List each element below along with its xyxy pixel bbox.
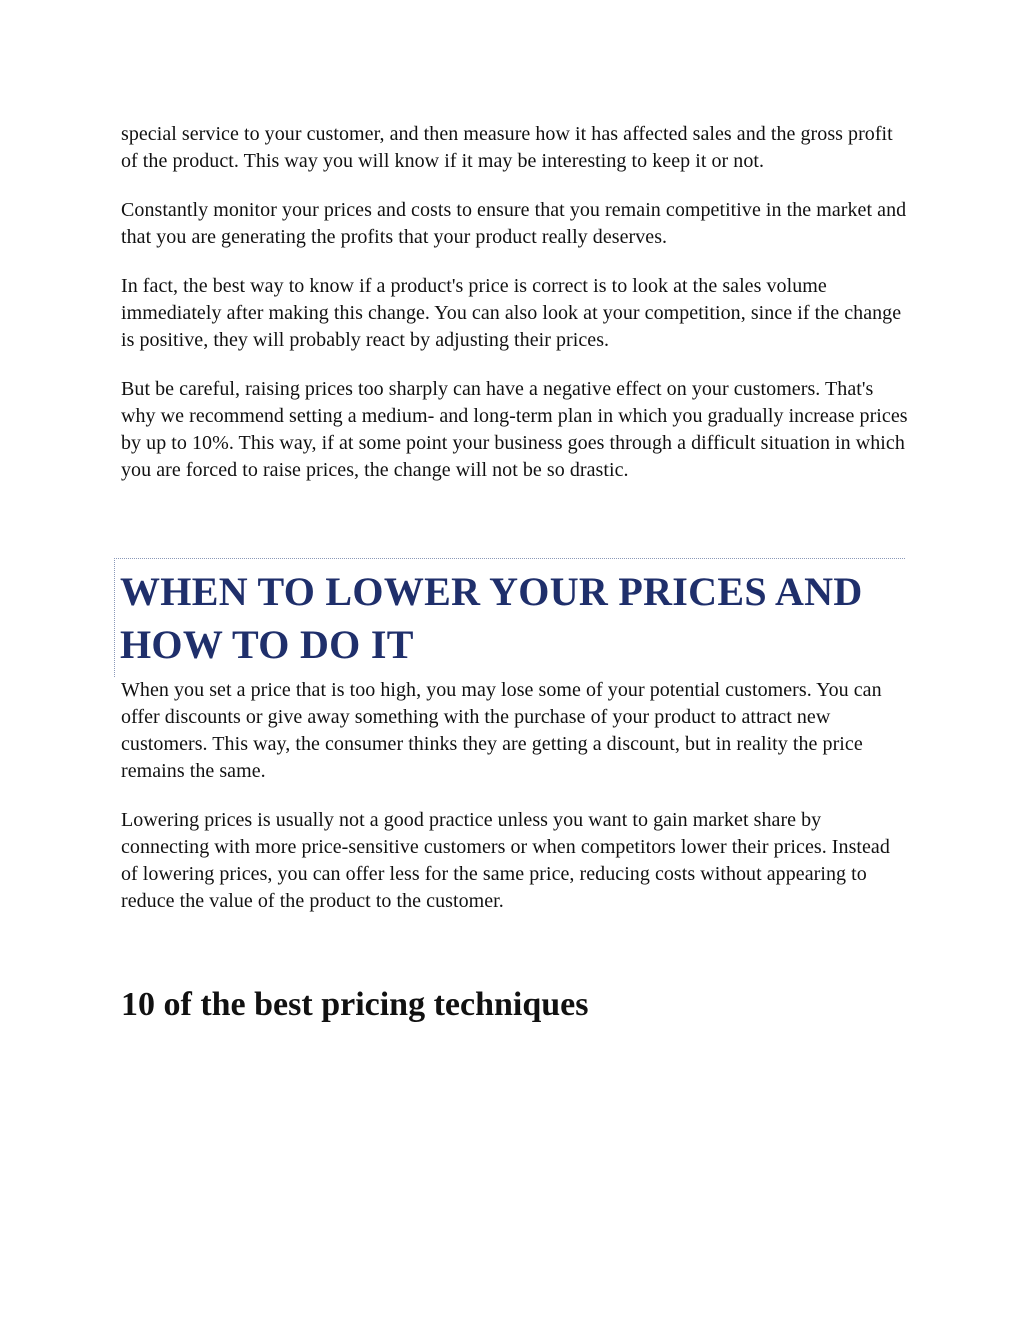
paragraph: special service to your customer, and then measure how it has affected sales and the gross profit of the product. This way you will know if it may be interesting to keep it or not.: [121, 123, 893, 172]
document-content: [121, 121, 911, 1025]
paragraph: But be careful, raising prices too sharply can have a negative effect on your customers. That's why we recommend setting a medium- and long-term plan in which you gradually increase prices by up to 10%. This way, if at some point your business goes through a difficult situation in which you are forced to raise prices, the change will not be so drastic.: [121, 378, 908, 481]
paragraph: In fact, the best way to know if a product's price is correct is to look at the sales volume immediately after making this change. You can also look at your competition, since if the change is positive, they will probably react by adjusting their prices.: [121, 275, 902, 351]
paragraph: When you set a price that is too high, you may lose some of your potential customers. You can offer discounts or give away something with the purchase of your product to attract new customers. This way, the consumer thinks they are getting a discount, but in reality the price remains the same.: [121, 679, 882, 782]
paragraph: Constantly monitor your prices and costs to ensure that you remain competitive in the market and that you are generating the profits that your product really deserves.: [121, 199, 907, 248]
section-heading: WHEN TO LOWER YOUR PRICES AND HOW TO DO IT: [120, 569, 863, 667]
section-heading-frame: [114, 558, 905, 677]
paragraph: Lowering prices is usually not a good practice unless you want to gain market share by connecting with more price-sensitive customers or when competitors lower their prices. Instead of lowering prices, you can offer less for the same price, reducing costs without appearing to reduce the value of the product to the customer.: [121, 809, 890, 912]
sub-heading: 10 of the best pricing techniques: [121, 986, 589, 1023]
